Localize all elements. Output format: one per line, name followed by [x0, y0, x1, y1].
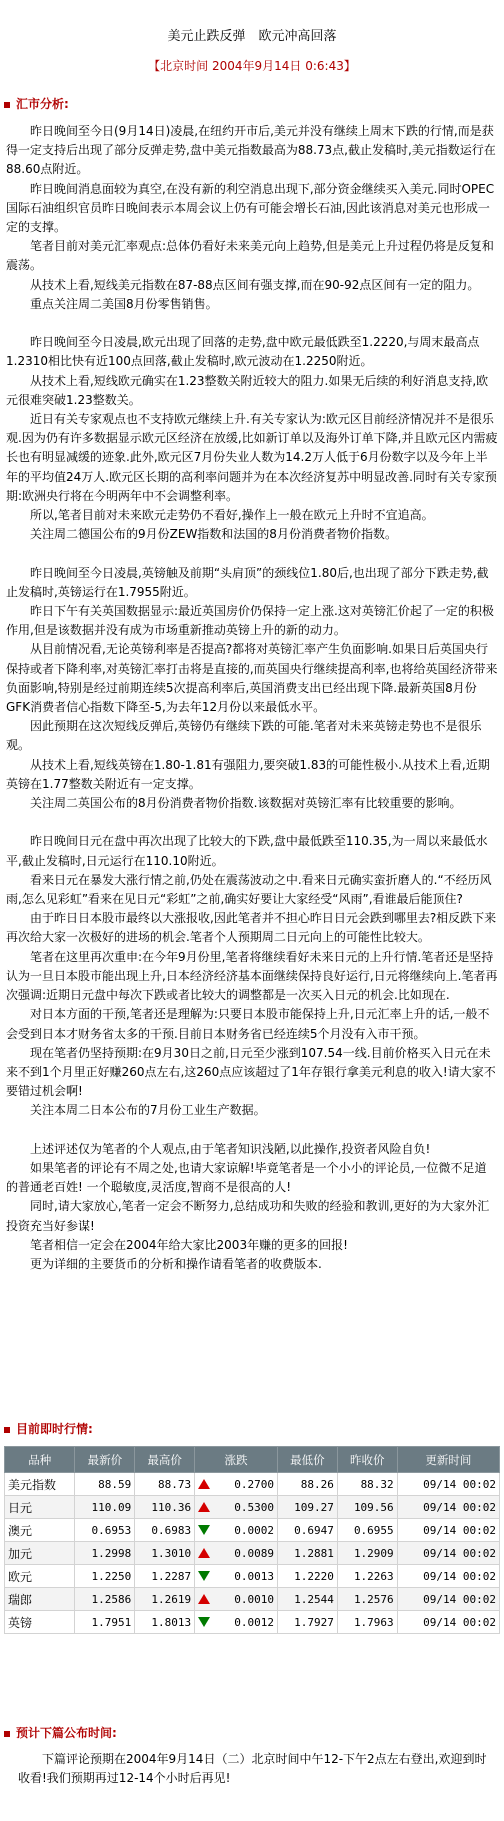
- paragraph: 笔者在这里再次重申:在今年9月份里,笔者将继续看好未来日元的上升行情.笔者还是坚持认为一旦日本股市能出现上升,日本经济经济基本面继续保持良好运行,日元将继续向上.笔者再次强调:近期日元盘中每次下跌或者比较大的调整都是一次买入日元的机会.比如现在.: [6, 949, 498, 1003]
- cell-high: 1.3010: [135, 1542, 195, 1565]
- arrow-down-icon: [198, 1617, 210, 1627]
- paragraph: 现在笔者仍坚持预期:在9月30日之前,日元至少涨到107.54一线.目前价格买入日元在未来不到1个月里正好赚260点左右,这260点应该超过了1年存银行拿美元利息的收入!请大家不要错过机会啊!: [6, 1045, 496, 1099]
- cell-prev: 0.6955: [337, 1519, 397, 1542]
- arrow-up-icon: [198, 1479, 210, 1489]
- table-body: [5, 1473, 500, 1634]
- paragraph: 昨日下午有关英国数据显示:最近英国房价仍保持一定上涨.这对英镑汇价起了一定的积极作用,但是该数据并没有成为市场重新推动英镑上升的新的动力。: [6, 604, 494, 638]
- column-header: 最低价: [278, 1447, 338, 1473]
- bullet-icon: [4, 1427, 10, 1433]
- table-row: [5, 1611, 500, 1634]
- cell-change: [195, 1565, 278, 1588]
- cell-low: 0.6947: [278, 1519, 338, 1542]
- cell-name: 瑞郎: [5, 1588, 75, 1611]
- paragraph: 从技术上看,短线欧元确实在1.23整数关附近较大的阻力.如果无后续的利好消息支持,欧元很难突破1.23整数关。: [6, 373, 489, 407]
- cell-last: 110.09: [75, 1496, 135, 1519]
- cell-last: 1.7951: [75, 1611, 135, 1634]
- paragraph: 对日本方面的干预,笔者还是理解为:只要日本股市能保持上升,日元汇率上升的话,一般不会受到日本才财务省太多的干预.目前日本财务省已经连续5个月没有入市干预。: [6, 1007, 490, 1041]
- cell-time: 09/14 00:02: [397, 1611, 499, 1634]
- section-quotes-heading: [4, 1420, 93, 1437]
- paragraph: 关注周二德国公布的9月份ZEW指数和法国的8月份消费者物价指数。: [30, 527, 397, 542]
- cell-name: 英镑: [5, 1611, 75, 1634]
- column-header: 最新价: [75, 1447, 135, 1473]
- cell-last: 1.2250: [75, 1565, 135, 1588]
- paragraph: 昨日晚间至今日(9月14日)凌晨,在纽约开市后,美元并没有继续上周末下跌的行情,而是获得一定支持后出现了部分反弹走势,盘中美元指数最高为88.73点,截止发稿时,美元指数运行在88.60点附近。: [6, 124, 496, 177]
- cell-last: 88.59: [75, 1473, 135, 1496]
- cell-high: 1.8013: [135, 1611, 195, 1634]
- paragraph-gap: [6, 314, 498, 333]
- cell-name: 日元: [5, 1496, 75, 1519]
- paragraph: 重点关注周二美国8月份零售销售。: [30, 296, 218, 311]
- cell-high: 110.36: [135, 1496, 195, 1519]
- paragraph: 近日有关专家观点也不支持欧元继续上升.有关专家认为:欧元区目前经济情况并不是很乐观.因为仍有许多数据显示欧元区经济在放缓,比如新订单以及海外订单下降,并且欧元区内需疲长也有明显减缓的迹象.此外,欧元区7月份失业人数为14.2万人低于6月份数字以及今年上半年的平均值24万人.欧元区长期的高利率问题并为在本次经济复苏中明显改善.同时有关专家预期:欧洲央行将在今明两年中不会调整利率。: [6, 412, 498, 503]
- cell-name: 欧元: [5, 1565, 75, 1588]
- cell-low: 109.27: [278, 1496, 338, 1519]
- cell-change: [195, 1519, 278, 1542]
- table-row: [5, 1542, 500, 1565]
- cell-time: 09/14 00:02: [397, 1496, 499, 1519]
- table-header-row: [5, 1447, 500, 1473]
- cell-prev: 88.32: [337, 1473, 397, 1496]
- bullet-icon: [4, 102, 10, 108]
- cell-name: 美元指数: [5, 1473, 75, 1496]
- paragraph: 从目前情况看,无论英镑利率是否提高?都将对英镑汇率产生负面影响.如果日后英国央行保持或者下降利率,对英镑汇率打击将是直接的,而英国央行继续提高利率,也将给英国经济带来负面影响,特别是经过前期连续5次提高利率后,英国消费支出已经出现下降.最新英国8月份GFK消费者信心指数下降至-5,为去年12月份以来最低水平。: [6, 642, 498, 715]
- arrow-up-icon: [198, 1502, 210, 1512]
- paragraph: 昨日晚间至今日凌晨,英镑触及前期“头肩顶”的颈线位1.80后,也出现了部分下跌走势,截止发稿时,英镑运行在1.7955附近。: [6, 565, 489, 599]
- paragraph: 同时,请大家放心,笔者一定会不断努力,总结成功和失败的经验和教训,更好的为大家外汇投资充当好参谋!: [6, 1199, 490, 1233]
- publish-time: 【北京时间 2004年9月14日 0:6:43】: [148, 59, 356, 73]
- cell-low: 88.26: [278, 1473, 338, 1496]
- cell-high: 88.73: [135, 1473, 195, 1496]
- cell-time: 09/14 00:02: [397, 1473, 499, 1496]
- cell-high: 0.6983: [135, 1519, 195, 1542]
- paragraph: 上述评述仅为笔者的个人观点,由于笔者知识浅陋,以此操作,投资者风险自负!: [30, 1141, 431, 1156]
- arrow-down-icon: [198, 1571, 210, 1581]
- paragraph: 所以,笔者目前对未来欧元走势仍不看好,操作上一般在欧元上升时不宜追高。: [30, 508, 434, 523]
- cell-prev: 1.2576: [337, 1588, 397, 1611]
- cell-time: 09/14 00:02: [397, 1588, 499, 1611]
- cell-change: [195, 1473, 278, 1496]
- cell-change: [195, 1588, 278, 1611]
- cell-name: 加元: [5, 1542, 75, 1565]
- cell-last: 1.2998: [75, 1542, 135, 1565]
- cell-change: [195, 1611, 278, 1634]
- bullet-icon: [4, 1731, 10, 1737]
- paragraph-gap: [6, 813, 498, 832]
- cell-time: 09/14 00:02: [397, 1542, 499, 1565]
- cell-last: 1.2586: [75, 1588, 135, 1611]
- change-value: 0.0013: [234, 1569, 274, 1583]
- cell-low: 1.2881: [278, 1542, 338, 1565]
- section-analysis-title: 汇市分析:: [16, 97, 69, 111]
- analysis-article: [6, 122, 498, 1274]
- paragraph: 昨日晚间日元在盘中再次出现了比较大的下跌,盘中最低跌至110.35,为一周以来最低水平,截止发稿时,日元运行在110.10附近。: [6, 834, 488, 868]
- paragraph: 笔者相信一定会在2004年给大家比2003年赚的更多的回报!: [30, 1237, 348, 1252]
- change-value: 0.0012: [234, 1615, 274, 1629]
- arrow-down-icon: [198, 1525, 210, 1535]
- table-row: [5, 1496, 500, 1519]
- paragraph: 由于昨日日本股市最终以大涨报收,因此笔者并不担心昨日日元会跌到哪里去?相反跌下来再次给大家一次极好的进场的机会.笔者个人预期周二日元向上的可能性比较大。: [6, 911, 497, 945]
- cell-change: [195, 1542, 278, 1565]
- next-release-note: 下篇评论预期在2004年9月14日（二）北京时间中午12-下午2点左右登出,欢迎到时收看!我们预期再过12-14个小时后再见!: [18, 1752, 487, 1786]
- section-analysis-heading: [4, 95, 69, 112]
- paragraph: 关注周二英国公布的8月份消费者物价指数.该数据对英镑汇率有比较重要的影响。: [30, 796, 462, 811]
- column-header: 最高价: [135, 1447, 195, 1473]
- change-value: 0.5300: [234, 1500, 274, 1514]
- cell-change: [195, 1496, 278, 1519]
- cell-high: 1.2287: [135, 1565, 195, 1588]
- paragraph-gap: [6, 1121, 498, 1140]
- section-quotes-title: 目前即时行情:: [16, 1422, 93, 1436]
- arrow-up-icon: [198, 1594, 210, 1604]
- section-next-title: 预计下篇公布时间:: [16, 1726, 117, 1740]
- change-value: 0.0089: [234, 1546, 274, 1560]
- paragraph: 因此预期在这次短线反弹后,英镑仍有继续下跌的可能.笔者对未来英镑走势也不是很乐观。: [6, 719, 482, 753]
- page-title: 美元止跌反弹 欧元冲高回落: [167, 29, 337, 44]
- column-header: 更新时间: [397, 1447, 499, 1473]
- column-header: 昨收价: [337, 1447, 397, 1473]
- table-row: [5, 1519, 500, 1542]
- paragraph: 笔者目前对美元汇率观点:总体仍看好未来美元向上趋势,但是美元上升过程仍将是反复和震荡。: [6, 239, 494, 273]
- column-header: 品种: [5, 1447, 75, 1473]
- section-next-heading: [4, 1724, 117, 1741]
- table-row: [5, 1565, 500, 1588]
- cell-name: 澳元: [5, 1519, 75, 1542]
- change-value: 0.0002: [234, 1523, 274, 1537]
- cell-time: 09/14 00:02: [397, 1565, 499, 1588]
- paragraph: 关注本周二日本公布的7月份工业生产数据。: [30, 1103, 266, 1118]
- cell-last: 0.6953: [75, 1519, 135, 1542]
- cell-prev: 109.56: [337, 1496, 397, 1519]
- paragraph: 从技术上看,短线美元指数在87-88点区间有强支撑,而在90-92点区间有一定的阻力。: [30, 277, 480, 292]
- paragraph: 昨日晚间消息面较为真空,在没有新的利空消息出现下,部分资金继续买入美元.同时OPEC国际石油组织官员昨日晚间表示本周会议上仍有可能会增长石油,因此该消息对美元也形成一定的支撑。: [6, 181, 495, 235]
- cell-time: 09/14 00:02: [397, 1519, 499, 1542]
- cell-prev: 1.7963: [337, 1611, 397, 1634]
- change-value: 0.2700: [234, 1477, 274, 1491]
- cell-low: 1.7927: [278, 1611, 338, 1634]
- quotes-table: [4, 1446, 500, 1634]
- paragraph: 看来日元在暴发大涨行情之前,仍处在震荡波动之中.看来日元确实蛮折磨人的.“不经历风雨,怎么见彩虹”看来在见日元“彩虹”之前,确实好要让大家经受“风雨”,看谁最后能顶住?: [6, 872, 492, 907]
- cell-high: 1.2619: [135, 1588, 195, 1611]
- arrow-up-icon: [198, 1548, 210, 1558]
- table-row: [5, 1473, 500, 1496]
- paragraph-gap: [6, 544, 498, 563]
- change-value: 0.0010: [234, 1592, 274, 1606]
- cell-low: 1.2220: [278, 1565, 338, 1588]
- table-row: [5, 1588, 500, 1611]
- cell-prev: 1.2909: [337, 1542, 397, 1565]
- column-header: 涨跌: [195, 1447, 278, 1473]
- cell-low: 1.2544: [278, 1588, 338, 1611]
- paragraph: 如果笔者的评论有不周之处,也请大家谅解!毕竟笔者是一个小小的评论员,一位微不足道的普通老百姓! 一个聪敏度,灵活度,智商不是很高的人!: [6, 1160, 487, 1195]
- paragraph: 更为详细的主要货币的分析和操作请看笔者的收费版本.: [30, 1256, 322, 1271]
- paragraph: 昨日晚间至今日凌晨,欧元出现了回落的走势,盘中欧元最低跌至1.2220,与周末最高点1.2310相比快有近100点回落,截止发稿时,欧元波动在1.2250附近。: [6, 335, 480, 369]
- cell-prev: 1.2263: [337, 1565, 397, 1588]
- paragraph: 从技术上看,短线英镑在1.80-1.81有强阻力,要突破1.83的可能性极小.从技术上看,近期英镑在1.77整数关附近有一定支撑。: [6, 757, 490, 791]
